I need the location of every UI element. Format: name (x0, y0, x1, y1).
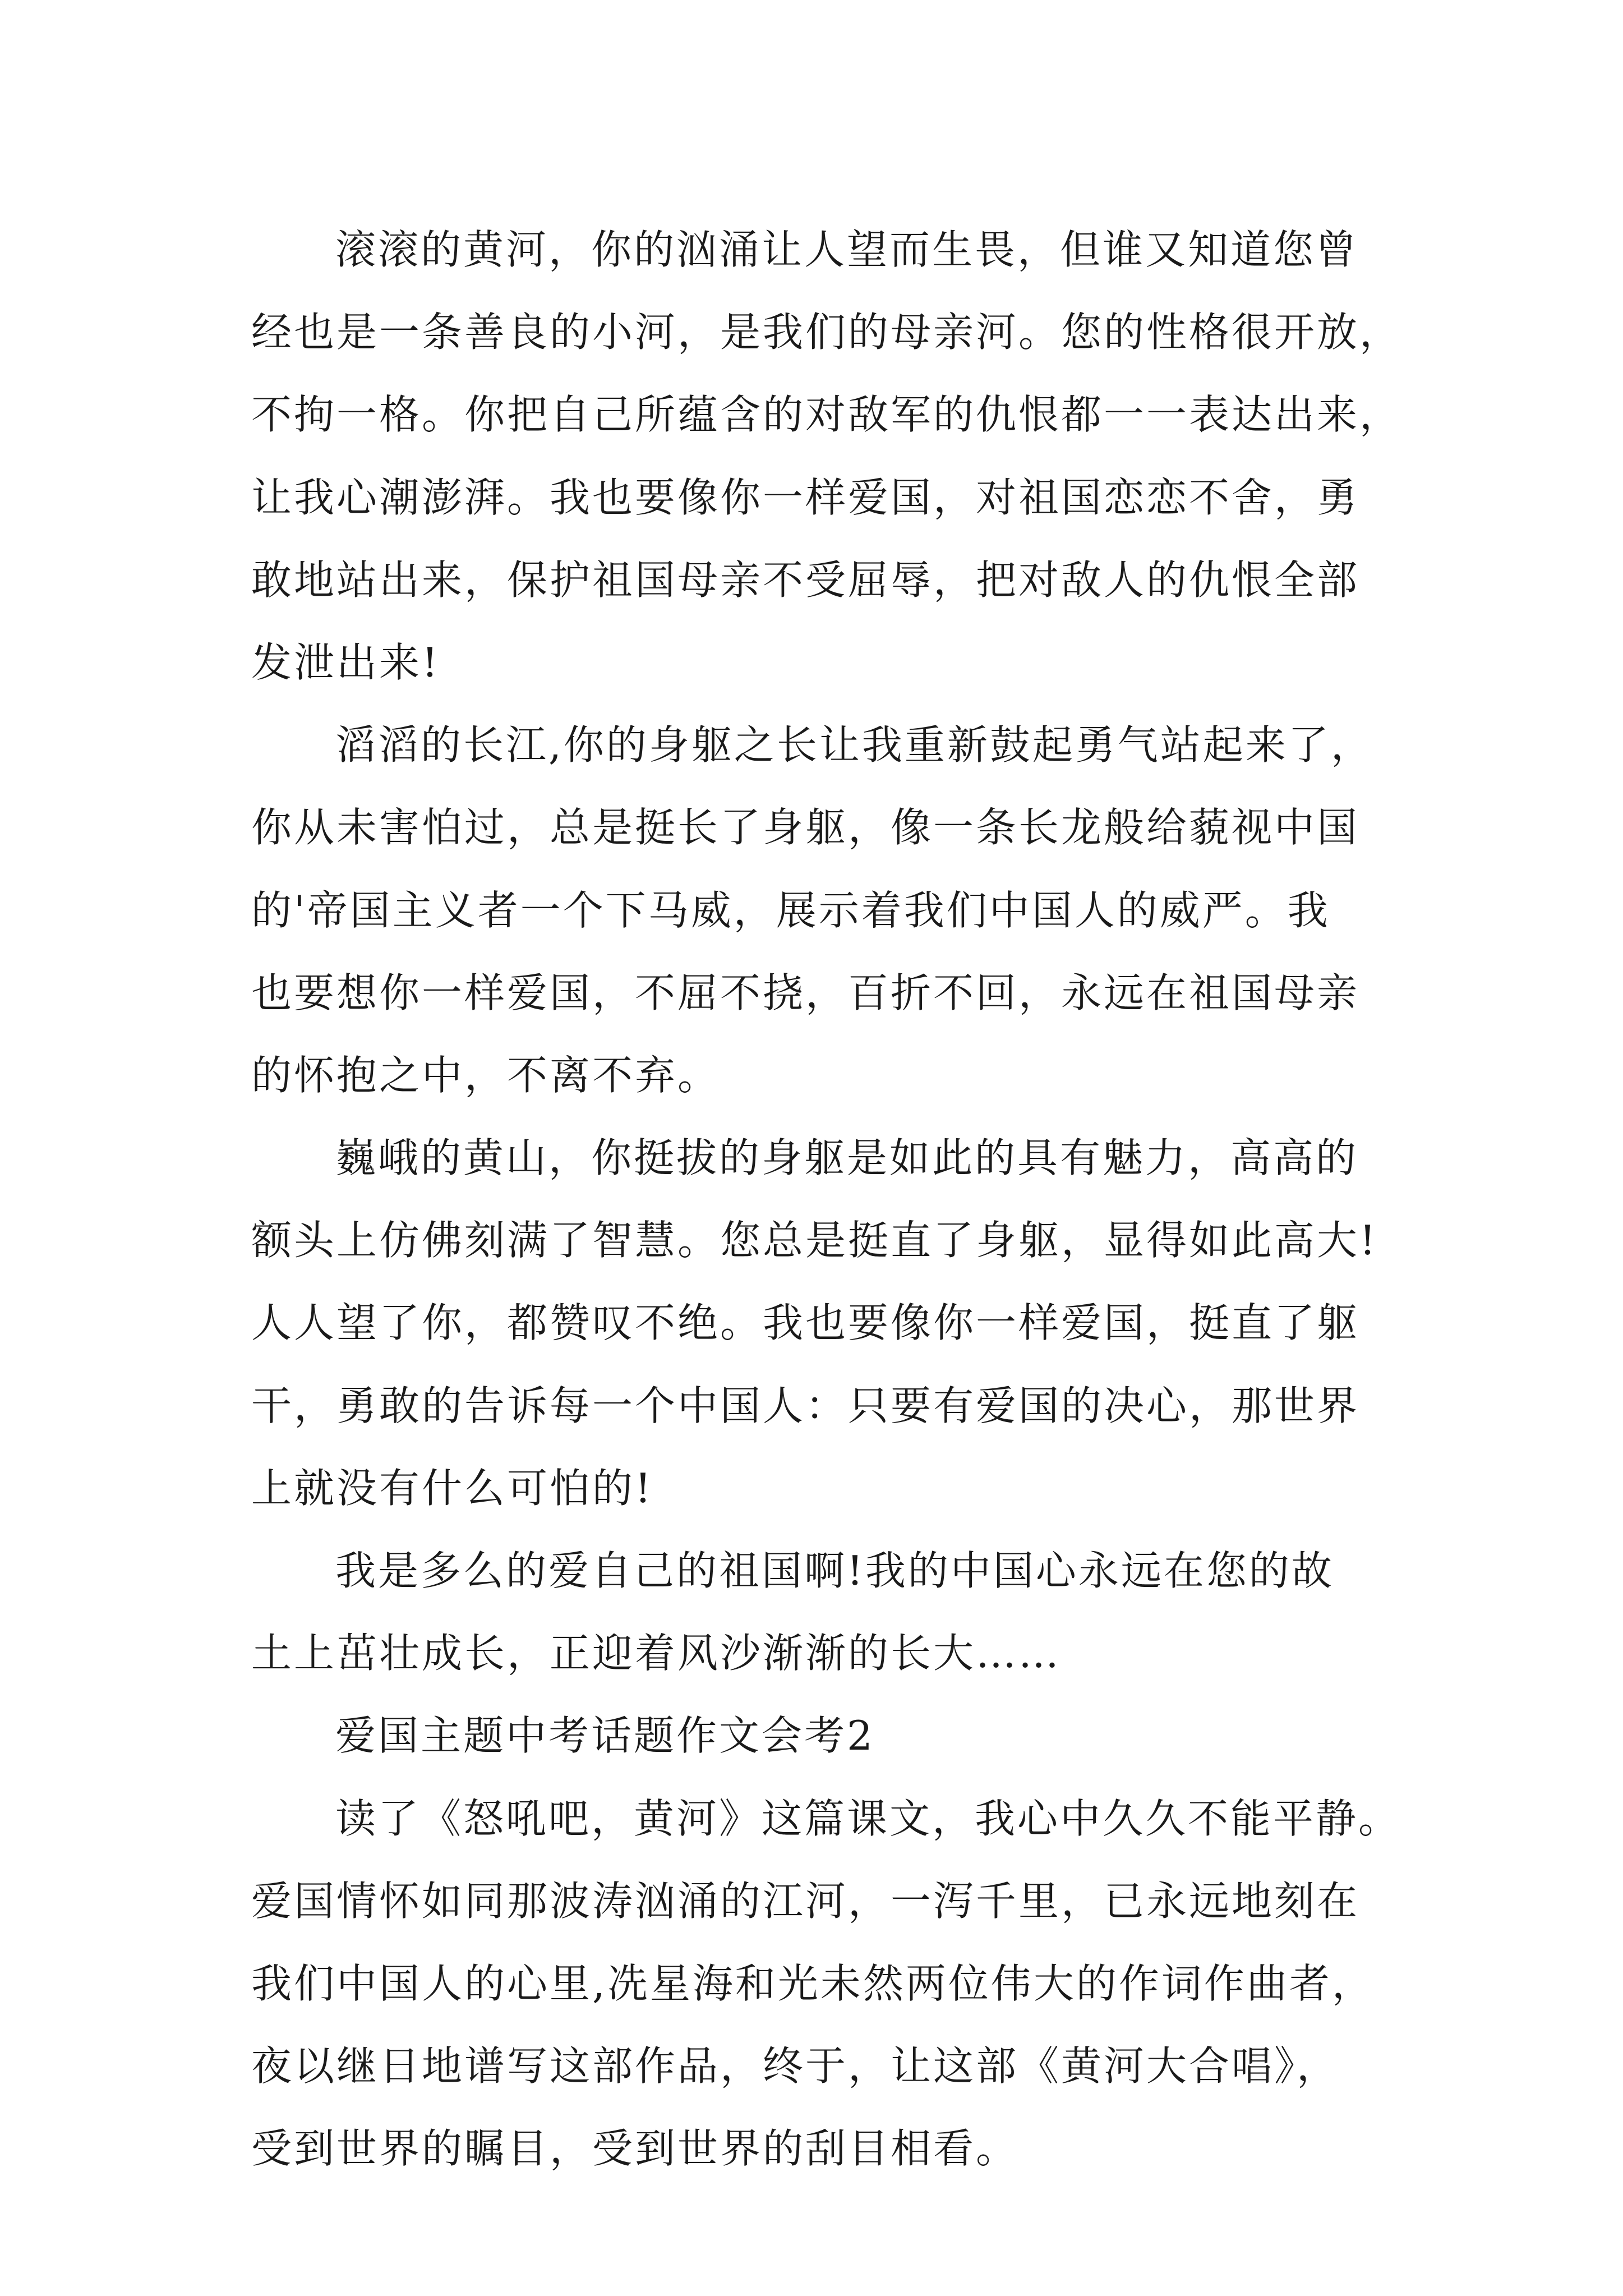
text-line: 我们中国人的心里,冼星海和光未然两位伟大的作词作曲者， (251, 1959, 1375, 2007)
text-line: 的'帝国主义者一个下马威，展示着我们中国人的威严。我 (251, 886, 1330, 934)
text-line: 也要想你一样爱国，不屈不挠，百折不回，永远在祖国母亲 (251, 969, 1360, 1016)
text-line: 不拘一格。你把自己所蕴含的对敌军的仇恨都一一表达出来， (251, 391, 1403, 439)
text-line: 额头上仿佛刻满了智慧。您总是挺直了身躯，显得如此高大! (251, 1217, 1378, 1264)
text-line: 夜以继日地谱写这部作品，终于，让这部《黄河大合唱》， (251, 2042, 1340, 2090)
text-line: 巍峨的黄山，你挺拔的身躯是如此的具有魅力，高高的 (335, 1134, 1359, 1182)
text-line: 经也是一条善良的小河，是我们的母亲河。您的性格很开放， (251, 309, 1403, 356)
text-line: 让我心潮澎湃。我也要像你一样爱国，对祖国恋恋不舍，勇 (251, 473, 1360, 521)
text-line: 敢地站出来，保护祖国母亲不受屈辱，把对敌人的仇恨全部 (251, 556, 1360, 604)
text-line: 干，勇敢的告诉每一个中国人：只要有爱国的决心，那世界 (251, 1382, 1360, 1429)
essay-text-block (251, 209, 1451, 2191)
text-line: 滚滚的黄河，你的汹涌让人望而生畏，但谁又知道您曾 (335, 226, 1359, 273)
text-line: 人人望了你，都赞叹不绝。我也要像你一样爱国，挺直了躯 (251, 1299, 1360, 1347)
text-line: 读了《怒吼吧，黄河》这篇课文，我心中久久不能平静。 (335, 1795, 1401, 1842)
text-line: 发泄出来! (251, 638, 440, 686)
text-line: 爱国情怀如同那波涛汹涌的江河，一泻千里，已永远地刻在 (251, 1877, 1360, 1925)
text-line: 上就没有什么可怕的! (251, 1464, 653, 1512)
text-line: 滔滔的长江,你的身躯之长让我重新鼓起勇气站起来了， (335, 721, 1373, 769)
text-line: 土上茁壮成长，正迎着风沙渐渐的长大…… (251, 1630, 1062, 1677)
section-heading: 爱国主题中考话题作文会考2 (335, 1712, 875, 1760)
text-line: 你从未害怕过，总是挺长了身躯，像一条长龙般给藐视中国 (251, 804, 1360, 852)
text-line: 的怀抱之中，不离不弃。 (251, 1051, 721, 1099)
text-line: 受到世界的瞩目，受到世界的刮目相看。 (251, 2125, 1019, 2173)
text-line: 我是多么的爱自己的祖国啊!我的中国心永远在您的故 (335, 1547, 1334, 1594)
